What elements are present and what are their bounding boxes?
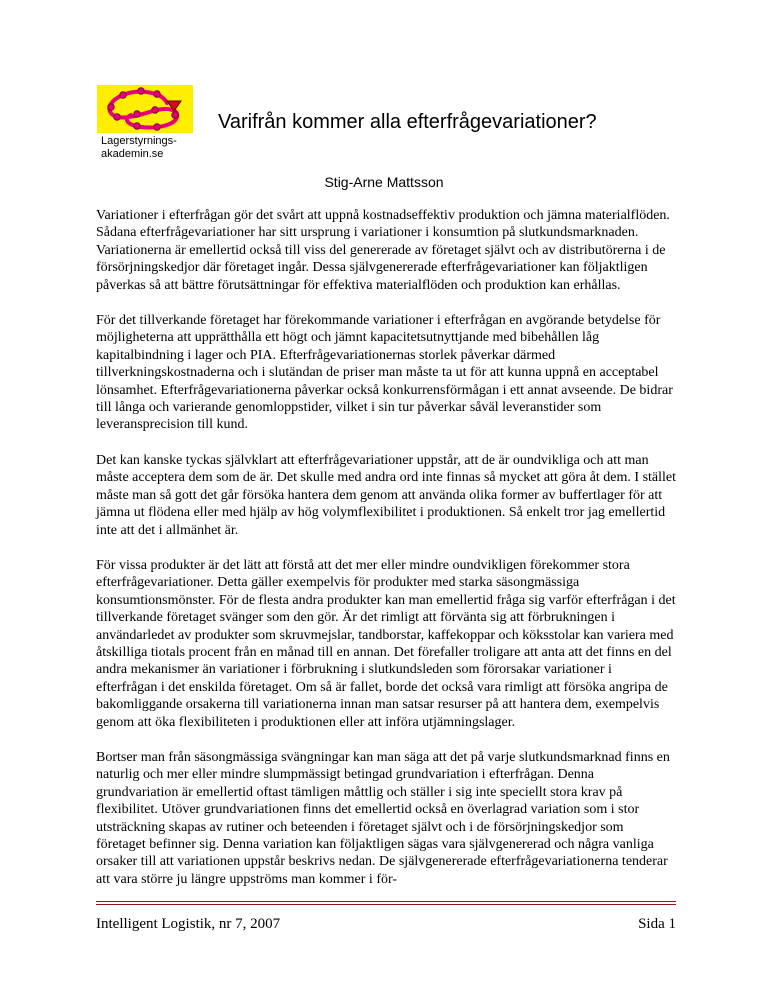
- logo-caption-line1: Lagerstyrnings-: [101, 135, 177, 147]
- lagerstyrningsakademin-logo: [97, 85, 193, 133]
- paragraph-2: För det tillverkande företaget har förekommande variationer i efterfrågan en avgörande betydelse för möjligheterna att upprätthålla ett högt och jämnt kapacitetsutnyttjande med bibehållen låg kapitalbindning i lager och PIA. Efterfrågevariationernas storlek påverkar därmed tillverkningskostnaderna och i slutändan de priser man måste ta ut för att kunna uppnå en acceptabel lönsamhet. Efterfrågevariationerna påverkar också konkurrensförmågan i ett annat avseende. De bidrar till långa och varierande genomloppstider, vilket i sin tur påverkar såväl leveranstider som leveransprecision till kund.: [96, 313, 673, 433]
- logo-caption-line2: akademin.se: [101, 148, 164, 160]
- footer-publication: Intelligent Logistik, nr 7, 2007: [96, 916, 281, 932]
- paragraph-3: Det kan kanske tyckas självklart att efterfrågevariationer uppstår, att de är oundvikliga och att man måste acceptera dem som de är. Det skulle med andra ord inte finnas så mycket att göra åt dem. I stället måste man så gott det går försöka hantera dem genom att använda olika former av buffertlager för att jämna ut flödena eller med hjälp av hög volymflexibilitet i produktionen. Så enkelt tror jag emellertid inte att det i allmänhet är.: [96, 452, 677, 538]
- article-body: [96, 207, 676, 906]
- paragraph-5: Bortser man från säsongmässiga svängningar kan man säga att det på varje slutkundsmarknad finns en naturlig och mer eller mindre slumpmässigt betingad grundvariation i efterfrågan. Denna grundvariation är emellertid oftast tämligen måttlig och ställer i sig inte speciellt stora krav på flexibilitet. Utöver grundvariationen finns det emellertid också en överlagrad variation som i stor utsträckning skapas av rutiner och beteenden i företaget självt och i de försörjningskedjor som företaget befinner sig. Denna variation kan följaktligen sägas vara självgenererad och några vanliga orsaker till att variationen uppstår beskrivs nedan. De självgenererade efterfrågevariationerna tenderar att vara större ju längre uppströms man kommer i för-: [96, 749, 670, 887]
- document-title: Varifrån kommer alla efterfrågevariationer?: [218, 111, 597, 133]
- footer-divider: [96, 901, 676, 905]
- paragraph-4: För vissa produkter är det lätt att förstå att det mer eller mindre oundvikligen förekommer stora efterfrågevariationer. Detta gäller exempelvis för produkter med starka säsongmässiga konsumtionsmönster. För de flesta andra produkter kan man emellertid fråga sig varför efterfrågan i det tillverkande företaget svänger som den gör. Är det rimligt att förvänta sig att förbrukningen i användarledet av produkter som skruvmejslar, tandborstar, kaffekoppar och köksstolar kan variera med åtskilliga tiotals procent från en månad till en annan. Det förefaller troligare att anta att det finns en del andra mekanismer än variationer i förbrukning i slutkundsleden som förorsakar variationer i efterfrågan i det enskilda företaget. Om så är fallet, borde det också vara rimligt att försöka angripa de bakomliggande orsakerna till variationerna innan man satsar resurser på att hantera dem, exempelvis genom att öka flexibiliteten i produktionen eller att införa utjämningslager.: [96, 557, 676, 730]
- author-name: Stig-Arne Mattsson: [324, 174, 444, 190]
- logo-caption: [101, 135, 177, 161]
- paragraph-1: Variationer i efterfrågan gör det svårt att uppnå kostnadseffektiv produktion och jämna materialflöden. Sådana efterfrågevariationer har sitt ursprung i variationer i konsumtion på slutkundsmarknaden. Variationerna är emellertid också till viss del genererade av företaget självt och av distributörerna i de försörjningskedjor där företaget ingår. Dessa självgenererade efterfrågevariationer kan följaktligen påverkas så att bättre förutsättningar för effektiva materialflöden och produktion kan erhållas.: [96, 208, 670, 293]
- footer-page-number: Sida 1: [638, 916, 676, 932]
